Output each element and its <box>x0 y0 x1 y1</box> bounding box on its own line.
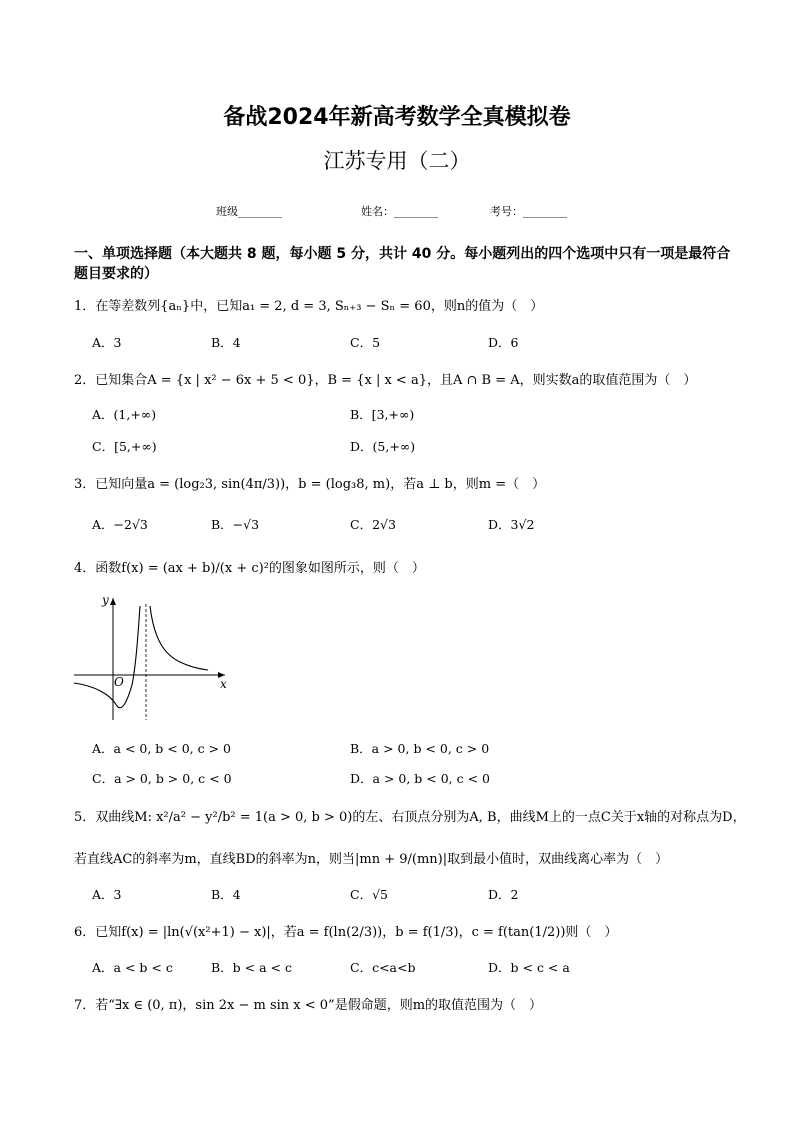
q5-option-a: A．3 <box>92 887 122 902</box>
q6-option-a: A．a < b < c <box>92 960 173 975</box>
q4-option-d: D．a > 0, b < 0, c < 0 <box>350 771 490 786</box>
exam-subtitle: 江苏专用（二） <box>323 149 471 173</box>
q6-option-d: D．b < c < a <box>488 960 570 975</box>
question-3-stem: 3．已知向量a = (log₂3, sin(4π/3))，b = (log₃8, m)，若a ⊥ b，则m =（ ） <box>74 477 546 492</box>
function-graph <box>70 590 240 725</box>
q3-option-a: A．−2√3 <box>92 517 148 532</box>
question-2-stem: 2．已知集合A = {x | x² − 6x + 5 < 0}，B = {x | x < a}，且A ∩ B = A，则实数a的取值范围为（ ） <box>74 373 697 388</box>
q2-option-c: C．[5,+∞) <box>92 439 157 454</box>
q2-option-a: A．(1,+∞) <box>92 407 157 422</box>
q3-option-d: D．3√2 <box>488 517 535 532</box>
origin-label: O <box>114 675 124 689</box>
q4-option-a: A．a < 0, b < 0, c > 0 <box>92 741 231 756</box>
curve-right-branch <box>150 606 208 670</box>
section-heading: 一、单项选择题（本大题共 8 题，每小题 5 分，共计 40 分。每小题列出的四个选项中只有一项是最符合题目要求的） <box>74 246 731 282</box>
q6-option-c: C．c<a<b <box>350 960 416 975</box>
q2-option-b: B．[3,+∞) <box>350 407 415 422</box>
question-5-stem-line2: 若直线AC的斜率为m，直线BD的斜率为n，则当|mn + 9/(mn)|取到最小值时，双曲线离心率为（ ） <box>74 852 669 867</box>
question-4-stem: 4．函数f(x) = (ax + b)/(x + c)²的图象如图所示，则（ ） <box>74 561 425 576</box>
class-field: 班级________ <box>216 205 282 218</box>
q1-option-d: D．6 <box>488 335 519 350</box>
y-axis-label: y <box>102 593 109 607</box>
q3-option-c: C．2√3 <box>350 517 396 532</box>
id-field: 考号：________ <box>490 205 567 218</box>
question-1-stem: 1．在等差数列{aₙ}中，已知a₁ = 2, d = 3, Sₙ₊₃ − Sₙ = 60，则n的值为（ ） <box>74 299 544 314</box>
q6-option-b: B．b < a < c <box>211 960 292 975</box>
exam-title: 备战2024年新高考数学全真模拟卷 <box>223 105 571 130</box>
q5-option-c: C．√5 <box>350 887 388 902</box>
q4-option-c: C．a > 0, b > 0, c < 0 <box>92 771 232 786</box>
q3-option-b: B．−√3 <box>211 517 260 532</box>
q5-option-d: D．2 <box>488 887 519 902</box>
question-7-stem: 7．若“∃x ∈ (0, π)，sin 2x − m sin x < 0”是假命题，则m的取值范围为（ ） <box>74 998 543 1013</box>
q1-option-b: B．4 <box>211 335 241 350</box>
name-field: 姓名：________ <box>361 205 438 218</box>
q2-option-d: D．(5,+∞) <box>350 439 416 454</box>
q1-option-a: A．3 <box>92 335 122 350</box>
question-5-stem: 5．双曲线M: x²/a² − y²/b² = 1(a > 0, b > 0)的左、右顶点分别为A, B，曲线M上的一点C关于x轴的对称点为D， <box>74 810 746 825</box>
q5-option-b: B．4 <box>211 887 241 902</box>
question-6-stem: 6．已知f(x) = |ln(√(x²+1) − x)|，若a = f(ln(2/3))，b = f(1/3)，c = f(tan(1/2))则（ ） <box>74 925 618 940</box>
curve-left-branch <box>74 606 140 708</box>
q1-option-c: C．5 <box>350 335 381 350</box>
y-axis-arrow <box>110 598 116 605</box>
x-axis-label: x <box>220 677 227 691</box>
q4-option-b: B．a > 0, b < 0, c > 0 <box>350 741 490 756</box>
